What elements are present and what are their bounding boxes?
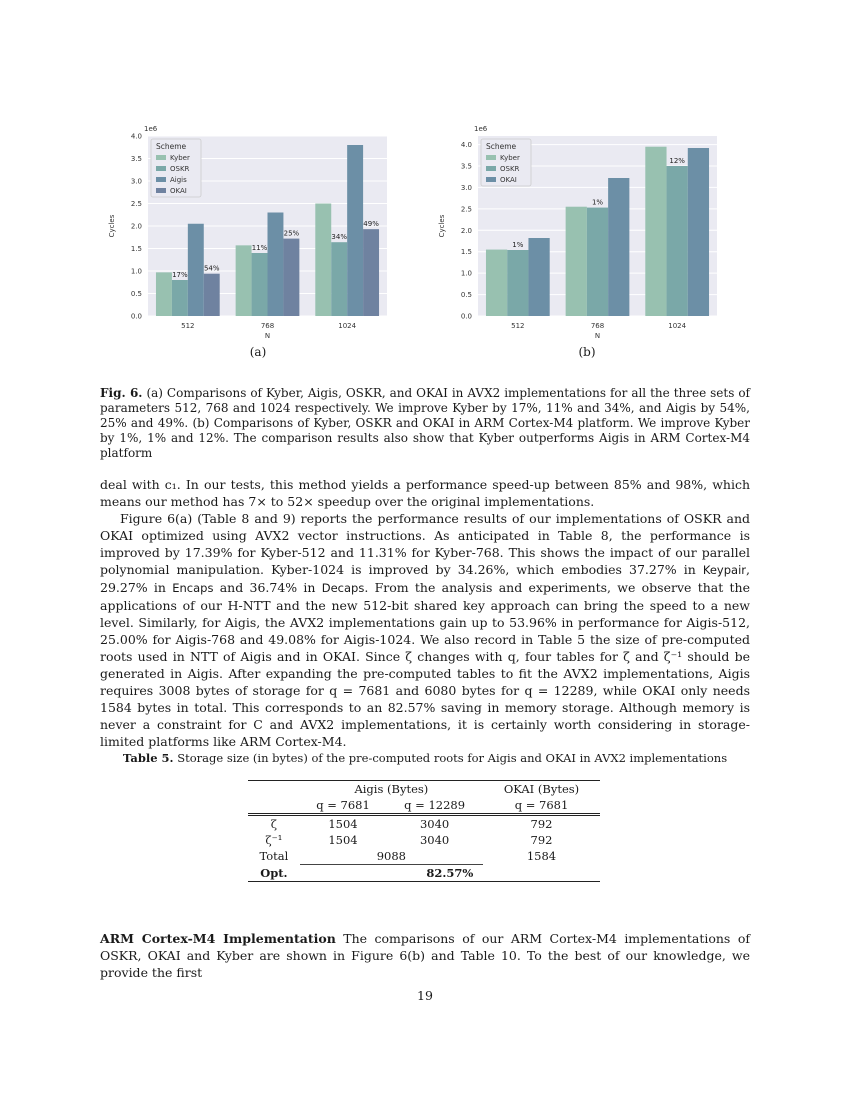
bar (667, 166, 688, 316)
y-tick-label: 0.0 (130, 312, 142, 321)
encaps-term: Encaps (172, 581, 214, 595)
y-tick-label: 2.5 (130, 200, 142, 208)
legend-swatch (156, 188, 166, 193)
y-tick-label: 1.0 (130, 267, 142, 276)
bar (587, 208, 608, 316)
bar (172, 280, 188, 316)
opt-value-cell: 82.57% (426, 866, 474, 880)
y-scale-label: 1e6 (144, 125, 158, 133)
legend-swatch (156, 166, 166, 171)
table-row (248, 832, 600, 848)
text-run: and 36.74% in (213, 580, 322, 595)
text-run: Figure 6(a) (Table 8 and 9) reports the performance results of our implementations of OSKR and OKAI optimized using AVX2 vector instructions. As anticipated in Table 8, the performance is improved by 17.39% for Kyber-512 and 11.31% for Kyber-768. This shows the impact of our parallel polynomial manipulation. Kyber-1024 is improved by 34.26%, which embodies 37.27% in (100, 511, 750, 577)
x-tick-label: 768 (260, 322, 275, 330)
table-cell: 3040 (419, 817, 450, 831)
group-header-aigis: Aigis (Bytes) (354, 782, 429, 796)
decaps-term: Decaps (321, 581, 365, 595)
bar (566, 207, 587, 316)
y-tick-label: 1.0 (460, 269, 472, 278)
y-tick-label: 3.0 (130, 177, 142, 186)
data-label: 54% (203, 264, 220, 273)
figure-6b-bar-chart (430, 118, 730, 350)
figure-caption (100, 386, 750, 461)
legend-swatch (156, 177, 166, 182)
data-label: 11% (251, 244, 268, 252)
x-tick-label: 1024 (668, 322, 687, 330)
bar (688, 148, 709, 316)
legend-title: Scheme (486, 142, 517, 151)
paragraph: deal with c₁. In our tests, this method yields a performance speed-up between 85% and 98%, which means our method has 7× to 52× speedup over the original implementations. (100, 477, 750, 509)
table-caption (100, 751, 750, 765)
col-header-q7681: q = 7681 (316, 798, 370, 812)
table-cell: 1504 (328, 833, 358, 847)
table-header-row (248, 781, 600, 798)
data-label: 17% (172, 271, 188, 279)
figure-caption-text: (a) Comparisons of Kyber, Aigis, OSKR, and OKAI in AVX2 implementations for all the three sets of parameters 512, 768 and 1024 respectively. We improve Kyber by 17%, 11% and 34%, and Aigis by 54%, 25% and 49%. (b) Comparisons of Kyber, OSKR and OKAI in ARM Cortex-M4 platform. We improve Kyber by 1%, 1% and 12%. The comparison results also show that Kyber outperforms Aigis in ARM Cortex-M4 platform (100, 386, 750, 460)
bar (347, 145, 363, 316)
x-tick-label: 1024 (338, 322, 357, 330)
table-caption-label: Table 5. (122, 751, 174, 765)
legend-label: Aigis (170, 176, 187, 184)
paragraph (100, 510, 750, 750)
text-run: . From the analysis and experiments, we observe that the applications of our H-NTT and the new 512-bit shared key approach can bring the speed to a new level. Similarly, for Aigis, the AVX2 implementations gain up to 53.96% in performance for Aigis-512, 25.00% for Aigis-768 and 49.08% for Aigis-1024. We also record in Table 5 the size of pre-computed roots used in NTT of Aigis and in OKAI. Since ζ changes with q, four tables for ζ and ζ⁻¹ should be generated in Aigis. After expanding the pre-computed tables to fit the AVX2 implementations, Aigis requires 3008 bytes of storage for q = 7681 and 6080 bytes for q = 12289, while OKAI only needs 1584 bytes in total. This corresponds to an 82.57% saving in memory storage. Although memory is never a constraint for C and AVX2 implementations, it is certainly worth considering in storage-limited platforms like ARM Cortex-M4. (100, 580, 750, 749)
col-header-q7681-okai: q = 7681 (514, 798, 569, 812)
x-axis-label: N (594, 332, 601, 340)
table-cell: 1504 (328, 817, 358, 831)
bar (645, 147, 666, 316)
legend-label: Kyber (500, 154, 520, 162)
bar (363, 229, 379, 316)
bar (528, 238, 549, 316)
bar (156, 272, 172, 316)
y-tick-label: 2.5 (460, 205, 472, 214)
y-tick-label: 0.0 (460, 312, 472, 321)
figure-6a-bar-chart (100, 118, 400, 350)
y-tick-label: 3.5 (460, 162, 472, 171)
total-aigis-cell: 9088 (300, 848, 483, 865)
legend-label: Kyber (170, 154, 190, 162)
x-tick-label: 512 (181, 322, 195, 330)
y-tick-label: 4.0 (460, 141, 472, 150)
bar (252, 253, 268, 316)
data-label: 1% (591, 198, 604, 207)
y-axis-label: Cycles (438, 214, 446, 238)
legend-label: OKAI (170, 187, 187, 195)
bar (331, 242, 347, 316)
y-axis-label: Cycles (108, 214, 116, 238)
bar (608, 178, 629, 316)
bar (268, 213, 284, 317)
row-label: ζ⁻¹ (265, 833, 283, 847)
bar (315, 204, 331, 317)
subfigure-a-label: (a) (249, 345, 267, 359)
y-tick-label: 1.5 (130, 245, 142, 253)
y-tick-label: 2.0 (460, 226, 472, 235)
keypair-term: Keypair (702, 563, 747, 577)
data-label: 12% (669, 157, 685, 165)
table-opt-row (248, 865, 600, 882)
legend-swatch (486, 177, 496, 182)
legend-title: Scheme (156, 142, 187, 151)
storage-size-table (248, 780, 600, 882)
legend-label: OSKR (500, 165, 520, 173)
y-tick-label: 2.0 (130, 222, 142, 231)
table-caption-text: Storage size (in bytes) of the pre-computed roots for Aigis and OKAI in AVX2 implementations (177, 751, 728, 765)
bar (188, 224, 204, 316)
bar (236, 245, 252, 316)
legend-swatch (486, 155, 496, 160)
section-heading: ARM Cortex-M4 Implementation (100, 931, 336, 946)
bar (486, 250, 507, 316)
main-text (100, 476, 750, 750)
subfigure-b-label: (b) (578, 345, 596, 359)
bar (204, 274, 220, 316)
bar (283, 239, 299, 316)
y-scale-label: 1e6 (474, 125, 488, 133)
x-tick-label: 768 (590, 322, 605, 330)
data-label: 34% (331, 233, 347, 242)
y-tick-label: 1.5 (460, 248, 472, 257)
row-label: Opt. (260, 865, 288, 880)
legend-label: OKAI (500, 176, 517, 184)
y-tick-label: 0.5 (130, 290, 142, 298)
data-label: 49% (363, 220, 379, 229)
total-okai-cell: 1584 (526, 849, 557, 864)
table-total-row (248, 848, 600, 865)
text-run: , 29.27% in (100, 562, 750, 595)
legend-swatch (156, 155, 166, 160)
data-label: 1% (512, 241, 524, 249)
table-cell: 792 (530, 817, 553, 831)
x-tick-label: 512 (511, 322, 525, 330)
figure-caption-label: Fig. 6. (100, 386, 143, 400)
row-label: ζ (270, 817, 277, 831)
legend-label: OSKR (170, 165, 190, 173)
table-cell: 3040 (419, 833, 450, 847)
table-row (248, 815, 600, 833)
bar (507, 250, 528, 316)
y-tick-label: 3.0 (460, 183, 472, 192)
table-cell: 792 (530, 833, 553, 847)
y-tick-label: 0.5 (460, 291, 472, 300)
legend-swatch (486, 166, 496, 171)
page-number: 19 (417, 988, 433, 1003)
x-axis-label: N (264, 332, 271, 340)
table-subheader-row (248, 797, 600, 815)
y-tick-label: 4.0 (130, 132, 142, 141)
data-label: 25% (283, 229, 300, 238)
arm-section (100, 930, 750, 981)
text-run: The comparisons of our ARM Cortex-M4 implementations of OSKR, OKAI and Kyber are shown in Figure 6(b) and Table 10. To the best of our knowledge, we provide the first (100, 931, 750, 980)
row-label: Total (259, 849, 289, 864)
group-header-okai: OKAI (Bytes) (503, 782, 580, 796)
col-header-q12289: q = 12289 (404, 798, 466, 812)
paragraph (100, 930, 750, 981)
y-tick-label: 3.5 (130, 155, 142, 163)
